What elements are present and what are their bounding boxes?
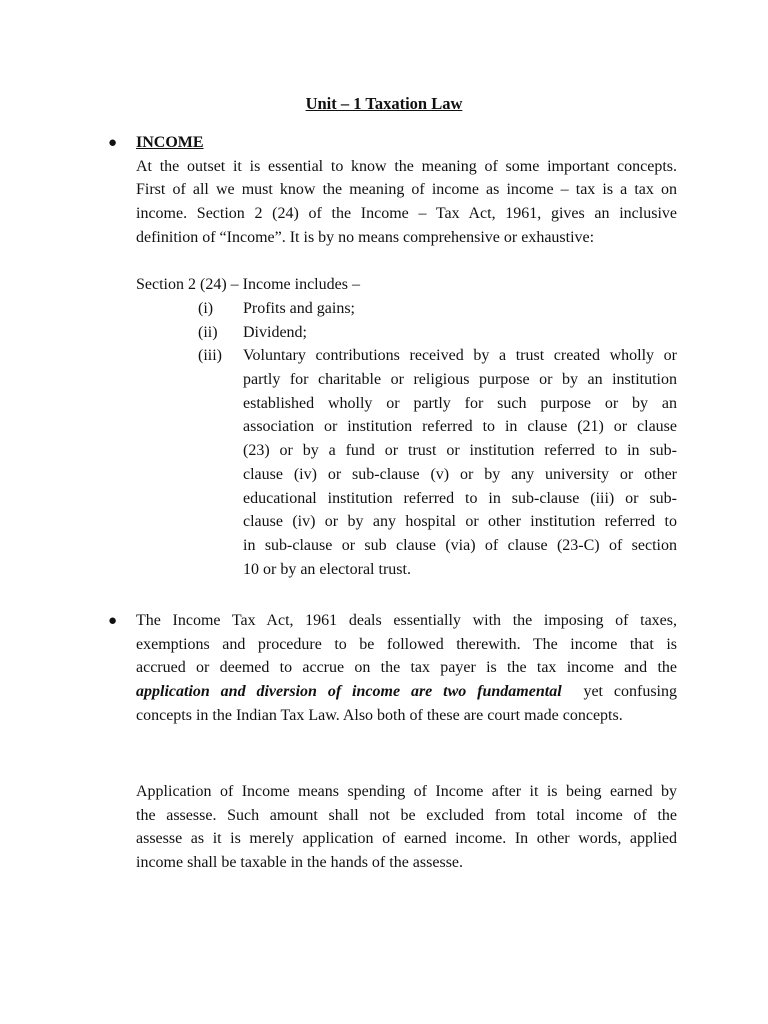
para-line: The Income Tax Act, 1961 deals essentially with the imposing of taxes, xyxy=(136,612,677,629)
item-line: association or institution referred to in clause (21) or clause xyxy=(243,418,677,436)
item-line: established wholly or partly for such purpose or by an xyxy=(243,394,677,412)
item-line: Dividend; xyxy=(243,323,307,341)
item-line: in sub-clause or sub clause (via) of clause (23-C) of section xyxy=(243,536,677,554)
para-line: Application of Income means spending of Income after it is being earned by xyxy=(136,783,677,800)
para-line: accrued or deemed to accrue on the tax payer is the tax income and the xyxy=(136,659,677,677)
page-title: Unit – 1 Taxation Law xyxy=(305,94,463,113)
para-line: assesse as it is merely application of earned income. In other words, applied xyxy=(136,830,677,848)
para-line: the assesse. Such amount shall not be excluded from total income of the xyxy=(136,806,677,824)
section-heading: INCOME xyxy=(136,134,204,151)
item-line: Profits and gains; xyxy=(243,300,355,317)
para-line: exemptions and procedure to be followed therewith. The income that is xyxy=(136,635,677,653)
bullet-icon: ● xyxy=(108,613,118,629)
item-number: (iii) xyxy=(198,347,222,365)
item-line: (23) or by a fund or trust or institution referred to in sub- xyxy=(243,442,677,460)
para-line-emphasis xyxy=(136,680,677,704)
para-line: income shall be taxable in the hands of the assesse. xyxy=(136,854,464,872)
application-paragraph xyxy=(136,780,677,875)
item-line: clause (iv) or sub-clause (v) or by any university or other xyxy=(243,465,677,483)
bullet-icon: ● xyxy=(108,135,118,151)
item-line: clause (iv) or by any hospital or other institution referred to xyxy=(243,513,677,531)
emphasis-rest: yet confusing xyxy=(583,683,677,701)
item-line: 10 or by an electoral trust. xyxy=(243,560,411,578)
intro-line: definition of “Income”. It is by no means comprehensive or exhaustive: xyxy=(136,228,595,246)
item-line: Voluntary contributions received by a trust created wholly or xyxy=(243,347,677,365)
item-line: educational institution referred to in sub-clause (iii) or sub- xyxy=(243,489,677,507)
includes-heading xyxy=(136,273,677,297)
intro-line: First of all we must know the meaning of income as income – tax is a tax on xyxy=(136,181,677,199)
para-line: concepts in the Indian Tax Law. Also both of these are court made concepts. xyxy=(136,706,623,724)
intro-line: At the outset it is essential to know the meaning of some important concepts. xyxy=(136,157,677,175)
item-line: partly for charitable or religious purpose or by an institution xyxy=(243,371,677,389)
section-income xyxy=(136,131,677,249)
intro-line: income. Section 2 (24) of the Income – Tax Act, 1961, gives an inclusive xyxy=(136,205,677,223)
includes-heading-text: Section 2 (24) – Income includes – xyxy=(136,276,360,293)
emphasis-text: application and diversion of income are two fundamental xyxy=(136,683,562,701)
item-number: (i) xyxy=(198,300,214,317)
section-application-diversion xyxy=(136,609,677,727)
item-number: (ii) xyxy=(198,323,218,341)
